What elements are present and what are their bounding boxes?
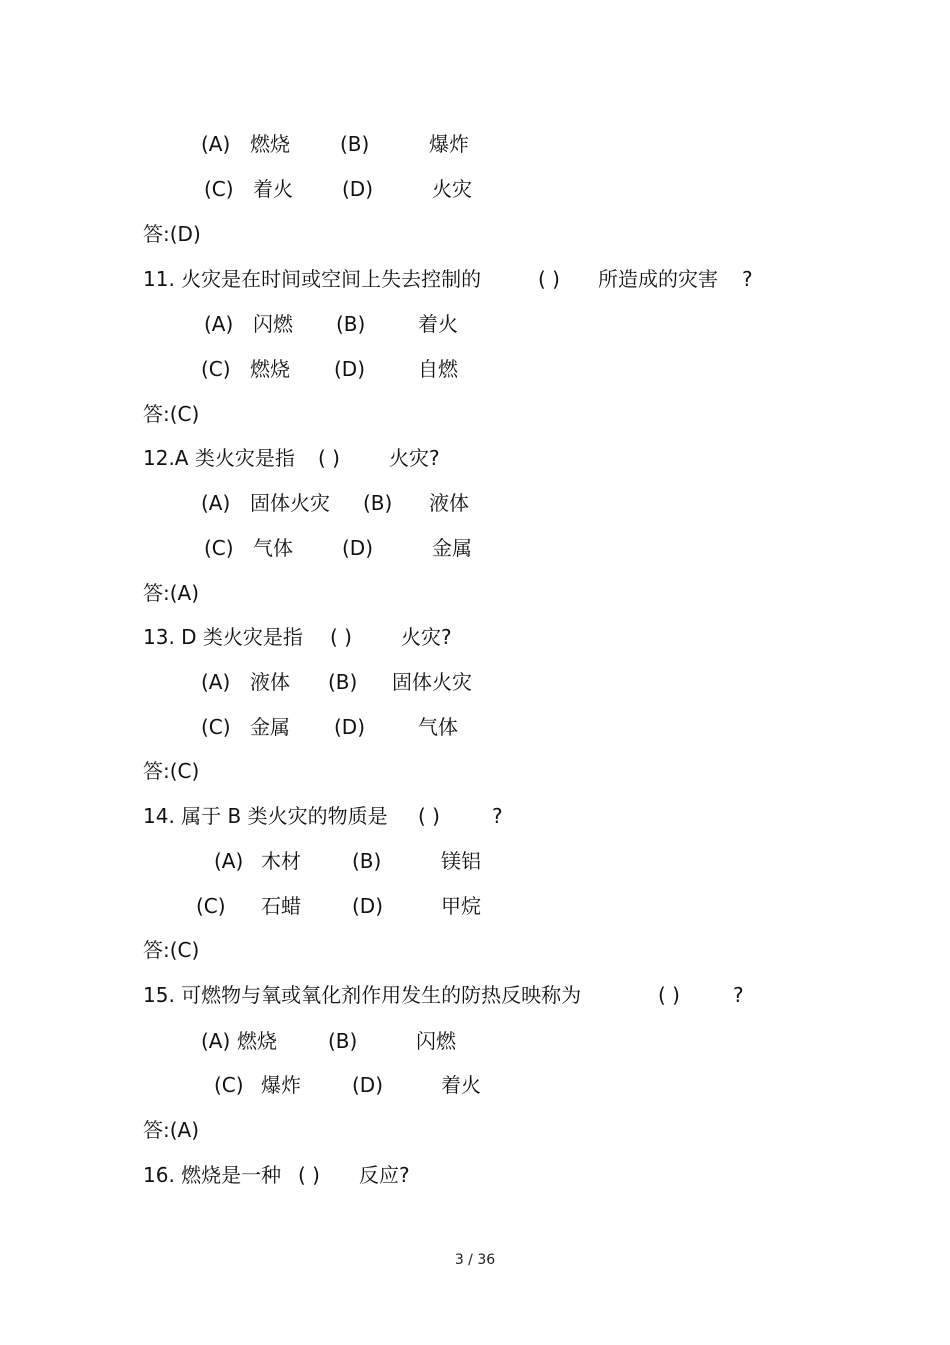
option-letter: (B): [340, 132, 370, 156]
option-letter: (A): [201, 132, 231, 156]
question-tail: 火灾?: [389, 446, 440, 470]
option-letter: (B): [352, 849, 382, 873]
question-text: 13. D 类火灾是指: [143, 625, 303, 649]
option-text: 着火: [253, 177, 293, 201]
option-text: 气体: [418, 715, 458, 739]
option-letter: (B): [336, 312, 366, 336]
option-letter: (A): [201, 1029, 231, 1053]
option-letter: (D): [342, 177, 374, 201]
option-text: 气体: [253, 536, 293, 560]
option-text: 燃烧: [250, 357, 290, 381]
option-text: 燃烧: [250, 132, 290, 156]
question-line: [0, 622, 950, 652]
option-row: [0, 309, 950, 339]
question-text: 11. 火灾是在时间或空间上失去控制的: [143, 267, 482, 291]
option-letter: (B): [363, 491, 393, 515]
option-letter: (C): [196, 894, 226, 918]
question-text: 16. 燃烧是一种: [143, 1163, 282, 1187]
answer-text: 答:(C): [143, 759, 200, 783]
option-text: 着火: [418, 312, 458, 336]
question-tail: ?: [733, 983, 744, 1007]
option-text: 金属: [250, 715, 290, 739]
question-line: [0, 980, 950, 1010]
option-letter: (A): [214, 849, 244, 873]
option-row: [0, 712, 950, 742]
option-letter: (D): [342, 536, 374, 560]
option-text: 固体火灾: [250, 491, 330, 515]
answer-blank: ( ): [538, 267, 560, 291]
option-row: [0, 846, 950, 876]
option-letter: (C): [204, 177, 234, 201]
option-text: 液体: [250, 670, 290, 694]
answer-text: 答:(C): [143, 402, 200, 426]
question-mark: ?: [742, 267, 753, 291]
question-line: [0, 443, 950, 473]
option-letter: (A): [201, 670, 231, 694]
option-letter: (C): [201, 715, 231, 739]
answer-text: 答:(C): [143, 938, 200, 962]
option-row: [0, 1026, 950, 1056]
answer-text: 答:(A): [143, 1118, 200, 1142]
option-letter: (D): [334, 715, 366, 739]
option-text: 镁铝: [441, 849, 481, 873]
answer-blank: ( ): [318, 446, 340, 470]
option-letter: (C): [204, 536, 234, 560]
answer-blank: ( ): [658, 983, 680, 1007]
answer-text: 答:(A): [143, 581, 200, 605]
option-row: [0, 1070, 950, 1100]
answer-blank: ( ): [330, 625, 352, 649]
question-text: 14. 属于 B 类火灾的物质是: [143, 804, 388, 828]
option-letter: (D): [334, 357, 366, 381]
option-text: 爆炸: [429, 132, 469, 156]
question-line: [0, 801, 950, 831]
question-line: [0, 264, 950, 294]
option-text: 燃烧: [237, 1029, 277, 1053]
page-number: 3 / 36: [454, 1252, 496, 1268]
question-tail: ?: [492, 804, 503, 828]
question-tail: 所造成的灾害: [598, 267, 718, 291]
option-letter: (D): [352, 1073, 384, 1097]
option-text: 闪燃: [253, 312, 293, 336]
option-letter: (A): [201, 491, 231, 515]
option-text: 石蜡: [261, 894, 301, 918]
option-text: 着火: [441, 1073, 481, 1097]
option-text: 火灾: [432, 177, 472, 201]
option-row: [0, 533, 950, 563]
option-row: [0, 174, 950, 204]
option-row: [0, 891, 950, 921]
answer-blank: ( ): [418, 804, 440, 828]
option-letter: (C): [214, 1073, 244, 1097]
option-letter: (A): [204, 312, 234, 336]
option-text: 爆炸: [261, 1073, 301, 1097]
question-text: 15. 可燃物与氧或氧化剂作用发生的防热反映称为: [143, 983, 582, 1007]
option-letter: (B): [328, 670, 358, 694]
option-text: 甲烷: [441, 894, 481, 918]
option-text: 自燃: [418, 357, 458, 381]
option-row: [0, 667, 950, 697]
option-row: [0, 129, 950, 159]
question-tail: 火灾?: [401, 625, 452, 649]
question-tail: 反应?: [359, 1163, 410, 1187]
option-letter: (B): [328, 1029, 358, 1053]
option-letter: (D): [352, 894, 384, 918]
question-line: [0, 1160, 950, 1190]
answer-text: 答:(D): [143, 222, 201, 246]
option-row: [0, 488, 950, 518]
answer-blank: ( ): [298, 1163, 320, 1187]
option-text: 闪燃: [416, 1029, 456, 1053]
option-letter: (C): [201, 357, 231, 381]
option-text: 固体火灾: [392, 670, 472, 694]
option-text: 木材: [261, 849, 301, 873]
option-text: 液体: [429, 491, 469, 515]
option-row: [0, 354, 950, 384]
question-text: 12.A 类火灾是指: [143, 446, 295, 470]
option-text: 金属: [432, 536, 472, 560]
